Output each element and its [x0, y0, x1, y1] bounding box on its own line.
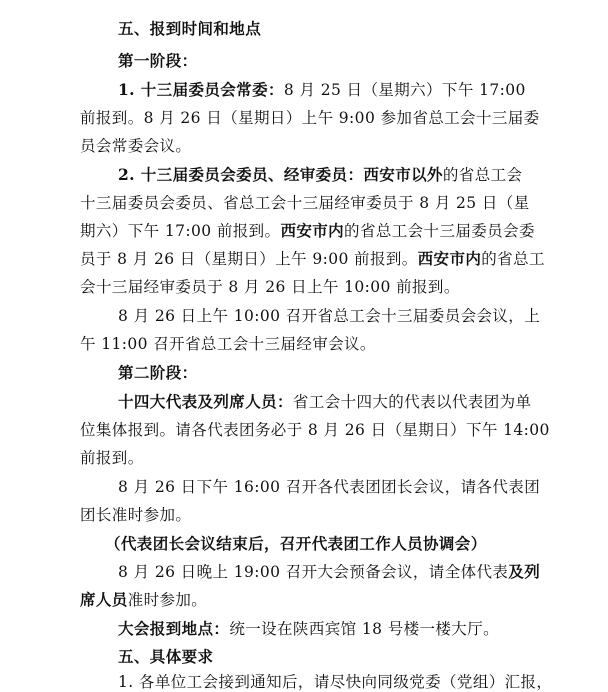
phase1-item2-line3-post: 的省总工会十三届委员会委 — [344, 222, 535, 240]
venue-label: 大会报到地点： — [118, 619, 230, 638]
phase1-meeting-line2: 午 11:00 召开省总工会十三届经审会议。 — [80, 335, 376, 353]
phase2-reps-line3: 前报到。 — [80, 449, 144, 467]
phase2-leaders-line2: 团长准时参加。 — [80, 506, 192, 524]
phase1-item1-line2: 前报到。8 月 26 日（星期日）上午 9:00 参加省总工会十三届委 — [80, 109, 540, 127]
phase1-item2-text: 的省总工会 — [442, 166, 523, 184]
inside-xian-emphasis-2: 西安市内 — [417, 249, 482, 268]
phase1-item2-line4 — [80, 249, 545, 269]
requirement-1: 1. 各单位工会接到通知后，请尽快向同级党委（党组）汇报， — [118, 673, 553, 691]
staff-coordination-note: （代表团长会议结束后，召开代表团工作人员协调会） — [105, 534, 487, 553]
inside-xian-emphasis: 西安市内 — [280, 221, 345, 240]
phase2-prep-line2-post: 准时参加。 — [127, 591, 208, 609]
phase1-meeting-line1: 8 月 26 日上午 10:00 召开省总工会十三届委员会会议，上 — [118, 307, 541, 325]
phase1-item2-line3-pre: 期六）下午 17:00 前报到。 — [80, 222, 281, 240]
phase2-reps-line1 — [118, 392, 531, 412]
phase1-item2-line5: 会十三届经审委员于 8 月 26 日上午 10:00 前报到。 — [80, 278, 460, 296]
phase2-prep-line2 — [80, 590, 207, 610]
venue-text: 统一设在陕西宾馆 18 号楼一楼大厅。 — [229, 620, 499, 638]
phase1-item2-line3 — [80, 221, 535, 241]
committee-members-label: 2. 十三届委员会委员、经审委员： — [118, 165, 364, 184]
phase1-item1-line1 — [118, 80, 526, 100]
attendees-emphasis-2: 席人员 — [80, 590, 128, 609]
phase2-leaders-line1: 8 月 26 日下午 16:00 召开各代表团团长会议，请各代表团 — [118, 478, 541, 496]
phase1-item1-text: 8 月 25 日（星期六）下午 17:00 — [283, 81, 526, 99]
phase1-item2-line1 — [118, 165, 522, 185]
standing-committee-label: 1. 十三届委员会常委： — [118, 80, 284, 99]
outside-xian-emphasis: 西安市以外 — [363, 165, 443, 184]
phase2-prep-text: 8 月 26 日晚上 19:00 召开大会预备会议，请全体代表 — [118, 563, 509, 581]
section-heading-requirements: 五、具体要求 — [118, 647, 214, 666]
phase2-reps-line2: 位集体报到。请各代表团务必于 8 月 26 日（星期日）下午 14:00 — [80, 421, 550, 439]
phase-two-heading: 第二阶段： — [118, 363, 198, 382]
phase1-item2-line2: 十三届委员会委员、省总工会十三届经审委员于 8 月 25 日（星 — [80, 194, 530, 212]
phase2-reps-text: 省工会十四大的代表以代表团为单 — [292, 393, 532, 411]
phase1-item1-line3: 员会常委会议。 — [80, 137, 192, 155]
phase1-item2-line4-post: 的省总工 — [481, 250, 545, 268]
section-heading-time-place: 五、报到时间和地点 — [118, 19, 262, 38]
representatives-label: 十四大代表及列席人员： — [118, 392, 293, 411]
attendees-emphasis: 及列 — [508, 562, 541, 581]
phase1-item2-line4-pre: 员于 8 月 26 日（星期日）上午 9:00 前报到。 — [80, 250, 418, 268]
venue-line — [118, 619, 499, 639]
phase2-prep-line1 — [118, 562, 540, 582]
phase-one-heading: 第一阶段： — [118, 51, 198, 70]
